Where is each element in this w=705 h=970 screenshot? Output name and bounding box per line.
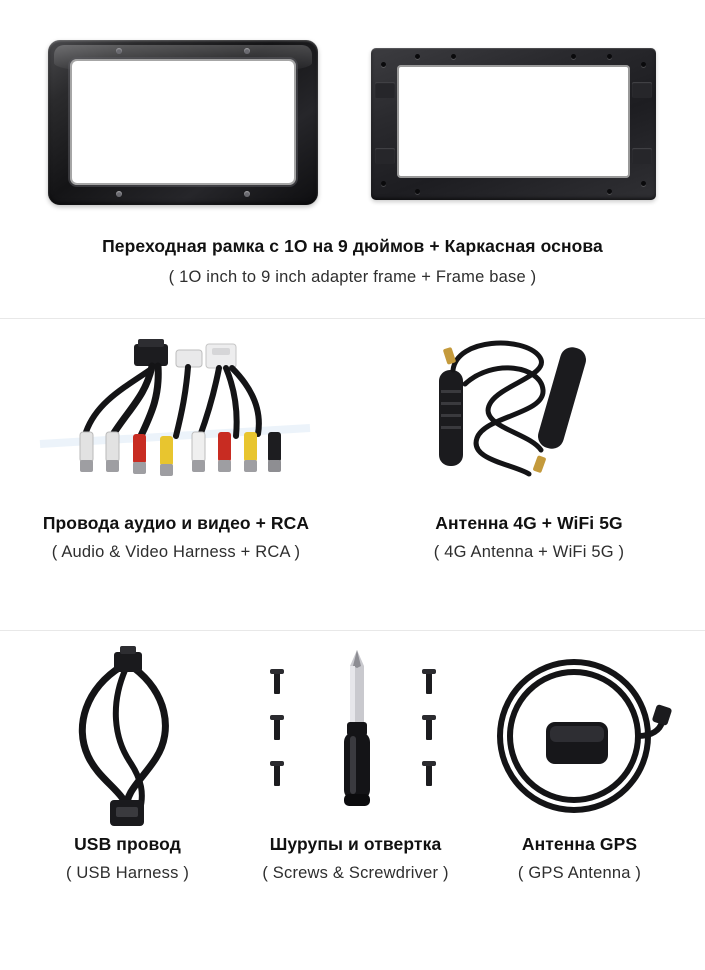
mount-hole-icon: [641, 181, 646, 186]
frame-notch: [70, 144, 82, 170]
usb-cable-icon: [10, 644, 245, 834]
mount-hole-icon: [607, 54, 612, 59]
section-harness-antenna: [0, 318, 705, 618]
gps-antenna-icon: [462, 644, 697, 834]
harness-caption-ru: Провода аудио и видео + RCA: [42, 513, 310, 533]
screws-caption-ru: Шурупы и отвертка: [269, 834, 442, 854]
frames-caption: [0, 236, 705, 288]
gps-caption-en: ( GPS Antenna ): [517, 863, 642, 882]
usb-caption-ru: USB провод: [74, 834, 181, 854]
screws-art: [238, 644, 473, 834]
section-frames: [0, 0, 705, 310]
frame-tab: [375, 82, 395, 98]
harness-art: [0, 332, 352, 507]
cell-usb-harness: [10, 644, 245, 884]
frames-caption-en: ( 1О inch to 9 inch adapter frame + Frame base ): [168, 267, 537, 286]
frame-notch: [70, 98, 82, 124]
frame-tab: [632, 148, 652, 164]
frame-tab: [632, 82, 652, 98]
mount-hole-icon: [381, 181, 386, 186]
cell-audio-video-harness: [0, 332, 352, 563]
screws-screwdriver-icon: [238, 644, 473, 834]
gps-art: [462, 644, 697, 834]
antenna-art: [353, 332, 705, 507]
cell-gps-antenna: [462, 644, 697, 884]
mount-hole-icon: [415, 189, 420, 194]
screw-hole-icon: [244, 191, 250, 197]
mount-hole-icon: [641, 62, 646, 67]
mount-hole-icon: [571, 54, 576, 59]
antenna-caption-en: ( 4G Antenna + WiFi 5G ): [433, 542, 625, 561]
wire-harness-rca-icon: [0, 332, 352, 507]
cell-antenna-4g-wifi: [353, 332, 705, 563]
mount-hole-icon: [607, 189, 612, 194]
adapter-frame-icon: [48, 40, 318, 205]
screw-hole-icon: [244, 48, 250, 54]
harness-caption-en: ( Audio & Video Harness + RCA ): [51, 542, 301, 561]
antenna-4g-wifi-icon: [353, 332, 705, 507]
screw-hole-icon: [116, 48, 122, 54]
gloss-highlight: [54, 45, 312, 75]
mount-hole-icon: [381, 62, 386, 67]
frame-tab: [375, 148, 395, 164]
mount-hole-icon: [415, 54, 420, 59]
frames-image-row: [0, 20, 705, 210]
frames-caption-ru: Переходная рамка с 1О на 9 дюймов + Каркасная основа: [102, 236, 603, 256]
cell-screws-screwdriver: [238, 644, 473, 884]
screws-caption-en: ( Screws & Screwdriver ): [262, 863, 449, 882]
screw-hole-icon: [116, 191, 122, 197]
frame-notch: [284, 144, 296, 170]
gps-caption-ru: Антенна GPS: [521, 834, 638, 854]
mount-hole-icon: [451, 54, 456, 59]
frame-base-icon: [371, 48, 656, 200]
usb-caption-en: ( USB Harness ): [65, 863, 190, 882]
usb-art: [10, 644, 245, 834]
antenna-caption-ru: Антенна 4G + WiFi 5G: [435, 513, 623, 533]
section-accessories: [0, 630, 705, 960]
frame-notch: [284, 98, 296, 124]
